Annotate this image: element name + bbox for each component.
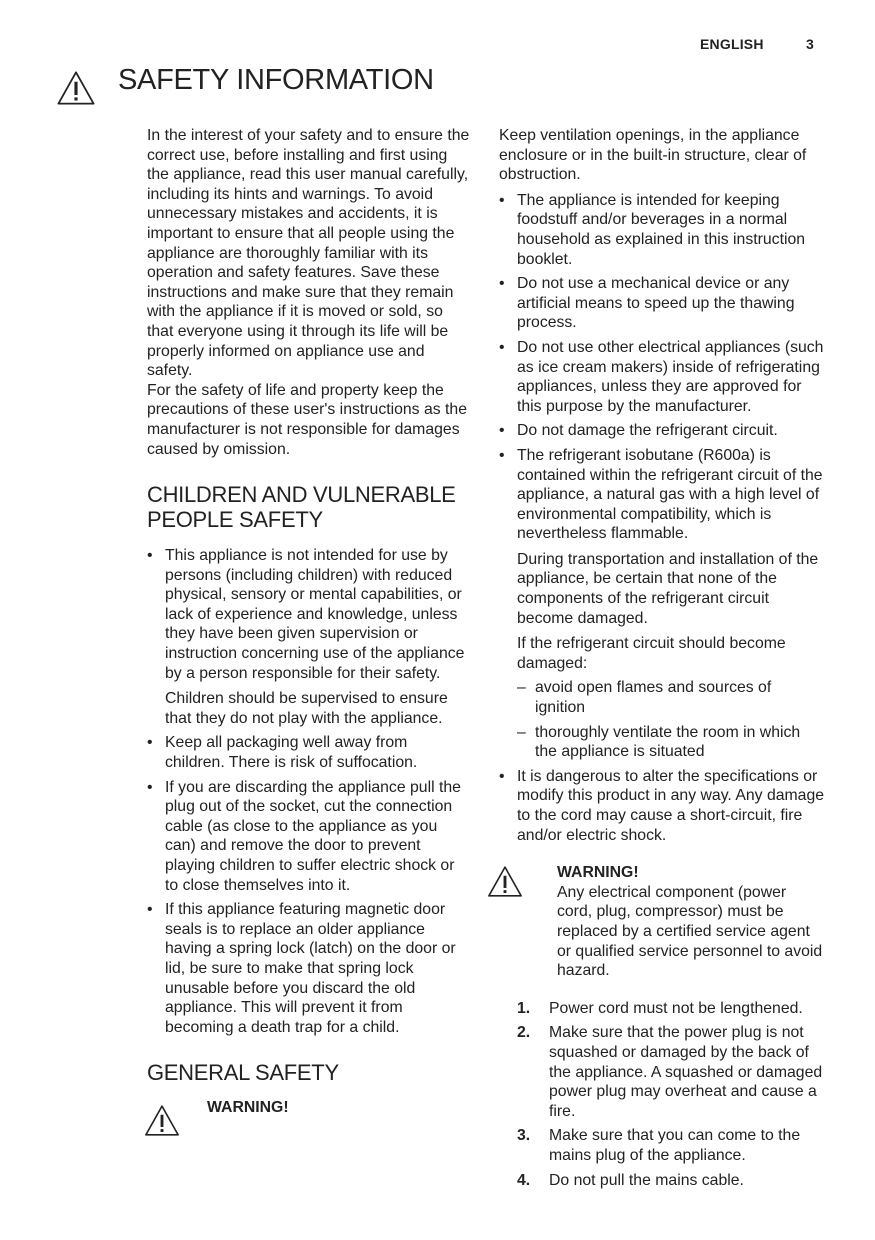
numbered-steps [517, 999, 825, 1190]
general-safety-heading: GENERAL SAFETY [147, 1060, 339, 1086]
children-safety-list [147, 546, 471, 1037]
list-item: • If you are discarding the appliance pull the plug out of the socket, cut the connection cable (as close to the appliance as you can) and remove the door to prevent playing children to suffer electric shock or to close themselves into it. [147, 778, 471, 896]
warning-notice [499, 863, 825, 981]
warning-text: Any electrical component (power cord, plug, compressor) must be replaced by a certified service agent or qualified service personnel to avoid hazard. [557, 883, 823, 980]
warning-label: WARNING! [207, 1098, 289, 1116]
step-item: 1. Power cord must not be lengthened. [517, 999, 803, 1017]
step-number: 1. [517, 999, 531, 1017]
warning-triangle-icon [487, 865, 523, 898]
intro-paragraph-2: For the safety of life and property keep the precautions of these user's instructions as the manufacturer is not responsible for damages caused by omission. [147, 381, 468, 458]
list-item: • Do not use other electrical appliances (such as ice cream makers) inside of refrigerating appliances, unless they are approved for this purpose by the manufacturer. [499, 338, 825, 416]
list-item-note: If the refrigerant circuit should become damaged: [517, 635, 786, 672]
step-number: 4. [517, 1171, 531, 1189]
list-item-note: During transportation and installation of the appliance, be certain that none of the components of the refrigerant circuit become damaged. [517, 550, 819, 627]
left-column [147, 126, 471, 1117]
step-item: 3. Make sure that you can come to the mains plug of the appliance. [517, 1127, 801, 1164]
children-safety-heading: CHILDREN AND VULNERABLE PEOPLE SAFETY [147, 482, 456, 532]
warning-triangle-icon [144, 1104, 180, 1137]
warning-label: WARNING! [557, 864, 639, 882]
list-item: • It is dangerous to alter the specifications or modify this product in any way. Any damage to the cord may cause a short-circuit, fire and/or electric shock. [499, 767, 825, 845]
list-item: • Keep all packaging well away from children. There is risk of suffocation. [147, 733, 471, 772]
dash-item: – thoroughly ventilate the room in which the appliance is situated [517, 723, 825, 762]
header-language: ENGLISH [700, 36, 764, 52]
list-item: • If this appliance featuring magnetic door seals is to replace an older appliance having a spring lock (latch) on the door or lid, be sure to make that spring lock unusable before you discard the old appliance. This will prevent it from becoming a death trap for a child. [147, 900, 471, 1037]
warning-triangle-icon [56, 70, 96, 106]
page-title: SAFETY INFORMATION [118, 64, 434, 96]
page-number: 3 [806, 36, 814, 52]
list-item: • This appliance is not intended for use by persons (including children) with reduced physical, sensory or mental capabilities, or lack of experience and knowledge, unless they have been given supervision or instruction concerning use of the appliance by a person responsible for their safety. Children should be supervised to ensure that they do not play with the appliance. [147, 546, 471, 728]
refrigerant-damage-steps [517, 678, 825, 761]
step-item: 2. Make sure that the power plug is not squashed or damaged by the back of the appliance. A squashed or damaged power plug may overheat and cause a fire. [517, 1024, 823, 1120]
warning-notice [147, 1098, 471, 1118]
general-safety-list [499, 191, 825, 845]
list-item: • The refrigerant isobutane (R600a) is contained within the refrigerant circuit of the appliance, a natural gas with a high level of environmental compatibility, which is nevertheless flammable. During transportation and installation of the appliance, be certain that none of the components of the refrigerant circuit become damaged. If the refrigerant circuit should become damaged: – avoid open flames and sources of ignition – thoroughly ventilate the room in which the appliance is situated [499, 446, 825, 762]
intro-paragraph: In the interest of your safety and to ensure the correct use, before installing and first using the appliance, read this user manual carefully, including its hints and warnings. To avoid unnecessary mistakes and accidents, it is important to ensure that all people using the appliance are thoroughly familiar with its operation and safety features. Save these instructions and make sure that they remain with the appliance if it is moved or sold, so that everyone using it through its life will be properly informed on appliance use and safety. [147, 127, 470, 380]
list-item: • Do not use a mechanical device or any artificial means to speed up the thawing process. [499, 274, 825, 333]
list-item: • The appliance is intended for keeping foodstuff and/or beverages in a normal household as explained in this instruction booklet. [499, 191, 825, 269]
step-number: 3. [517, 1127, 531, 1145]
right-column [499, 126, 825, 1195]
list-item-note: Children should be supervised to ensure that they do not play with the appliance. [165, 690, 448, 727]
dash-item: – avoid open flames and sources of ignition [517, 678, 825, 717]
list-item: • Do not damage the refrigerant circuit. [499, 421, 825, 441]
ventilation-paragraph: Keep ventilation openings, in the appliance enclosure or in the built-in structure, clear of obstruction. [499, 127, 807, 184]
step-item: 4. Do not pull the mains cable. [517, 1171, 744, 1189]
step-number: 2. [517, 1024, 531, 1042]
